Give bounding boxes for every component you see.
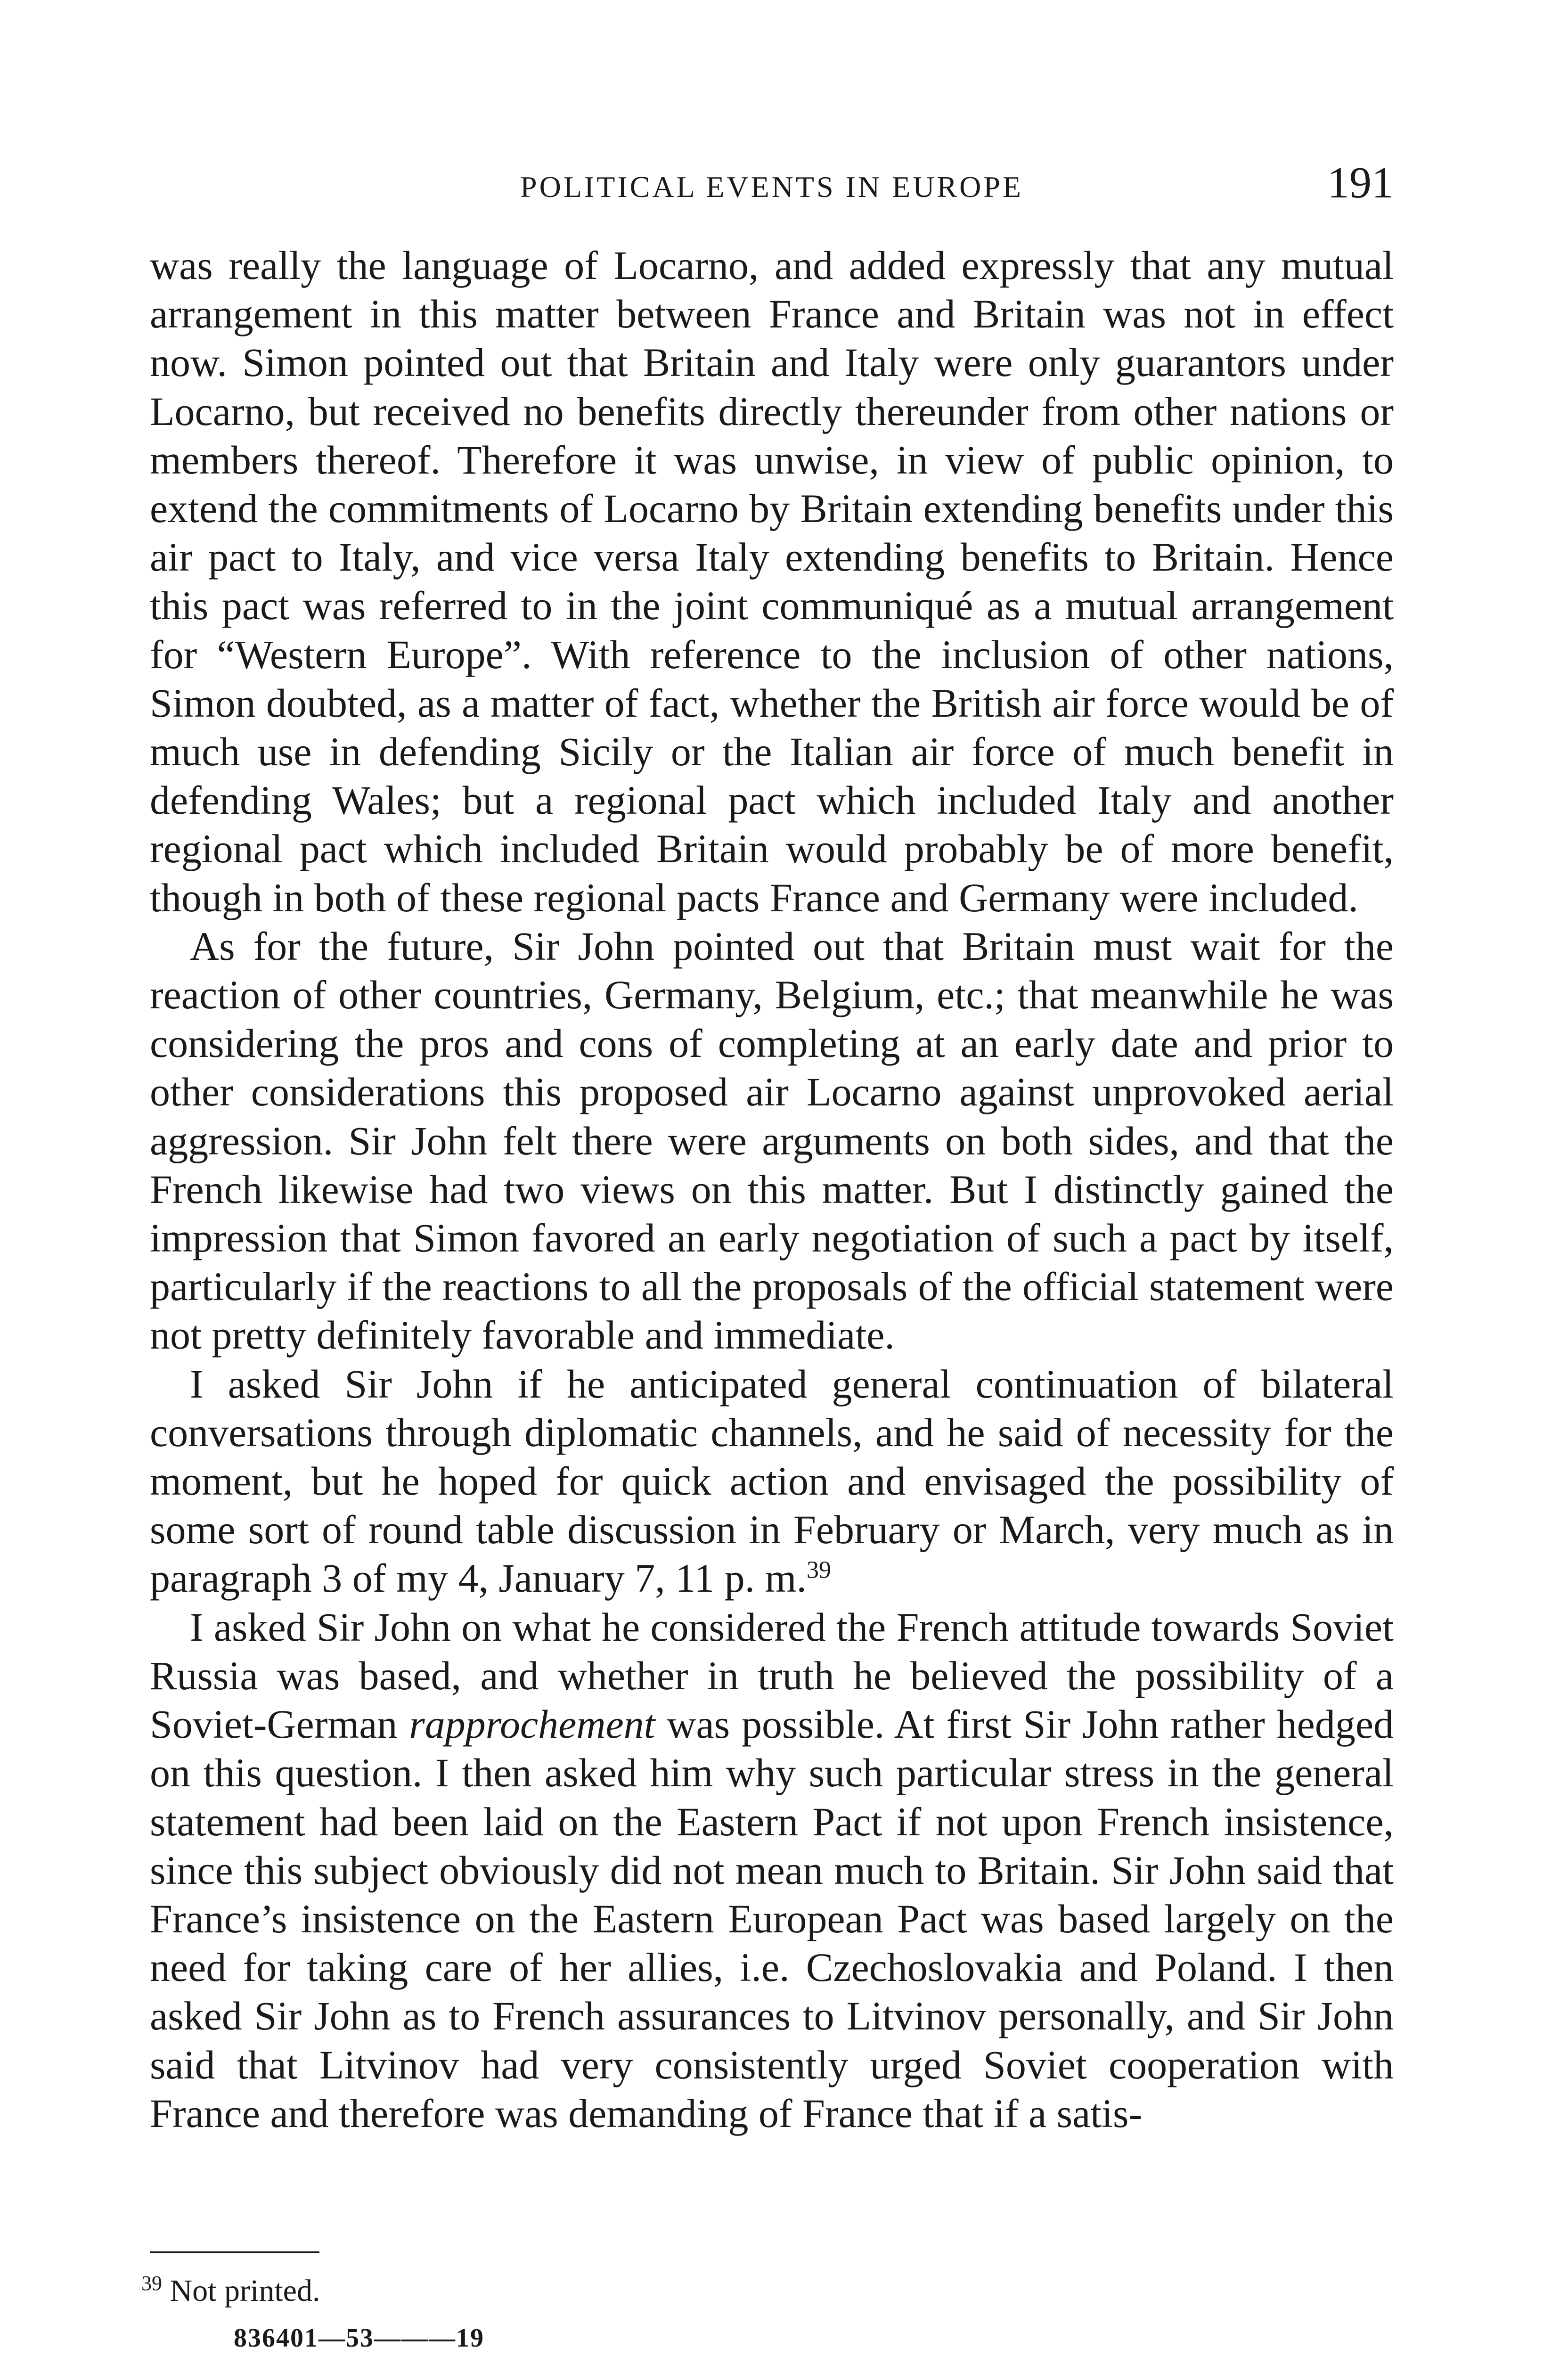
page-number: 191 (1327, 158, 1394, 207)
footnote-marker: 39 (141, 2272, 162, 2295)
footnote-text: Not printed. (170, 2274, 320, 2308)
footnote-reference: 39 (806, 1556, 831, 1584)
body-text (150, 241, 1394, 2138)
paragraph-4 (150, 1603, 1394, 2138)
running-head (150, 160, 1394, 221)
running-title: POLITICAL EVENTS IN EUROPE (520, 170, 1023, 204)
footnote (141, 2272, 320, 2310)
paragraph-text: As for the future, Sir John pointed out that Britain must wait for the reaction of other countries, Germany, Belgium, etc.; that meanwhile he was considering the pros and cons of completing at an early date and prior to other considerations this proposed air Locarno against unprovoked aerial aggression. Sir John felt there were arguments on both sides, and that the French likewise had two views on this matter. But I distinctly gained the impression that Simon favored an early negotiation of such a pact by itself, particularly if the reactions to all the proposals of the official statement were not pretty definitely favorable and immediate. (150, 923, 1394, 1358)
footnote-divider (150, 2251, 319, 2253)
italic-term: rapprochement (409, 1702, 655, 1747)
paragraph-text: was possible. At first Sir John rather hedged on this question. I then asked him why such particular stress in the general statement had been laid on the Eastern Pact if not upon French insistence, since this subject obviously did not mean much to Britain. Sir John said that France’s insistence on the Eastern European Pact was based largely on the need for taking care of her allies, i.e. Czechoslovakia and Poland. I then asked Sir John as to French assurances to Litvinov personally, and Sir John said that Litvinov had very consistently urged Soviet cooperation with France and therefore was demanding of France that if a satis- (150, 1702, 1394, 2136)
paragraph-text: was really the language of Locarno, and added expressly that any mutual arrangement in this matter between France and Britain was not in effect now. Simon pointed out that Britain and Italy were only guarantors under Locarno, but received no benefits directly thereunder from other nations or members thereof. Therefore it was unwise, in view of public opinion, to extend the commitments of Locarno by Britain extending benefits under this air pact to Italy, and vice versa Italy extending benefits to Britain. Hence this pact was referred to in the joint communiqué as a mutual arrangement for “Western Europe”. With reference to the inclusion of other nations, Simon doubted, as a matter of fact, whether the British air force would be of much use in defending Sicily or the Italian air force of much benefit in defending Wales; but a regional pact which included Italy and another regional pact which included Britain would probably be of more benefit, though in both of these regional pacts France and Germany were included. (150, 243, 1394, 920)
paragraph-3 (150, 1360, 1394, 1603)
paragraph-1 (150, 241, 1394, 922)
paragraph-text: I asked Sir John if he anticipated general continuation of bilateral conversations through diplomatic channels, and he said of necessity for the moment, but he hoped for quick action and envisaged the possibility of some sort of round table discussion in February or March, very much as in paragraph 3 of my 4, January 7, 11 p. m. (150, 1361, 1394, 1601)
printer-signature-code: 836401—53———19 (234, 2323, 484, 2353)
paragraph-2 (150, 922, 1394, 1360)
paragraph-text: I asked Sir John on what he considered the French attitude towards Soviet Russia was based, and whether in truth he believed the possibility of a Soviet-German (150, 1604, 1394, 1747)
